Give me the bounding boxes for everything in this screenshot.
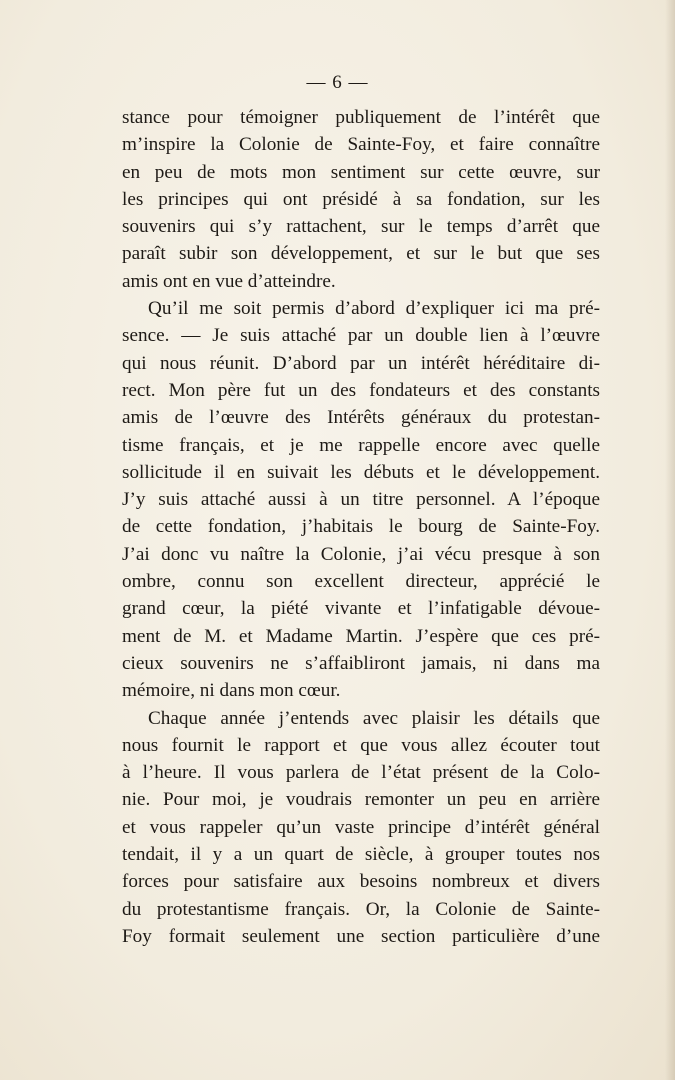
text-line: en peu de mots mon sentiment sur cette œuvre, sur	[122, 161, 600, 183]
page-number: — 6 —	[306, 72, 369, 93]
text-line: qui nous réunit. D’abord par un intérêt héréditaire di-	[122, 352, 600, 374]
text-line: nie. Pour moi, je voudrais remonter un peu en arrière	[122, 789, 600, 811]
text-line: forces pour satisfaire aux besoins nombreux et divers	[122, 871, 600, 893]
text-line: ment de M. et Madame Martin. J’espère que ces pré-	[122, 625, 600, 647]
text-line: grand cœur, la piété vivante et l’infatigable dévoue-	[122, 598, 600, 620]
text-line: sollicitude il en suivait les débuts et le développement.	[122, 461, 600, 483]
text-line: Qu’il me soit permis d’abord d’expliquer ici ma pré-	[148, 298, 600, 320]
page-body	[122, 104, 600, 950]
text-line: sence. — Je suis attaché par un double lien à l’œuvre	[122, 325, 600, 347]
text-line: cieux souvenirs ne s’affaibliront jamais, ni dans ma	[122, 652, 600, 674]
text-line: ombre, connu son excellent directeur, apprécié le	[122, 571, 600, 593]
text-line: amis de l’œuvre des Intérêts généraux du protestan-	[122, 407, 600, 429]
text-line: amis ont en vue d’atteindre.	[122, 270, 336, 292]
text-line: nous fournit le rapport et que vous allez écouter tout	[122, 734, 600, 756]
page-edge-shadow	[665, 0, 675, 1080]
text-line: paraît subir son développement, et sur le but que ses	[122, 243, 600, 265]
text-line: J’y suis attaché aussi à un titre personnel. A l’époque	[122, 489, 600, 511]
text-line: m’inspire la Colonie de Sainte-Foy, et faire connaître	[122, 134, 600, 156]
text-line: souvenirs qui s’y rattachent, sur le temps d’arrêt que	[122, 216, 600, 238]
text-line: Chaque année j’entends avec plaisir les détails que	[148, 707, 600, 729]
text-line: Foy formait seulement une section particulière d’une	[122, 925, 600, 947]
text-line: rect. Mon père fut un des fondateurs et des constants	[122, 379, 600, 401]
text-line: stance pour témoigner publiquement de l’intérêt que	[122, 107, 600, 128]
text-line: à l’heure. Il vous parlera de l’état présent de la Colo-	[122, 762, 600, 784]
text-line: tisme français, et je me rappelle encore avec quelle	[122, 434, 600, 456]
text-line: du protestantisme français. Or, la Colonie de Sainte-	[122, 898, 600, 920]
text-line: de cette fondation, j’habitais le bourg de Sainte-Foy.	[122, 516, 600, 538]
text-line: les principes qui ont présidé à sa fondation, sur les	[122, 188, 600, 210]
text-line: tendait, il y a un quart de siècle, à grouper toutes nos	[122, 844, 600, 866]
text-line: et vous rappeler qu’un vaste principe d’intérêt général	[122, 816, 600, 838]
text-line: J’ai donc vu naître la Colonie, j’ai vécu presque à son	[122, 543, 600, 565]
text-line: mémoire, ni dans mon cœur.	[122, 680, 341, 702]
